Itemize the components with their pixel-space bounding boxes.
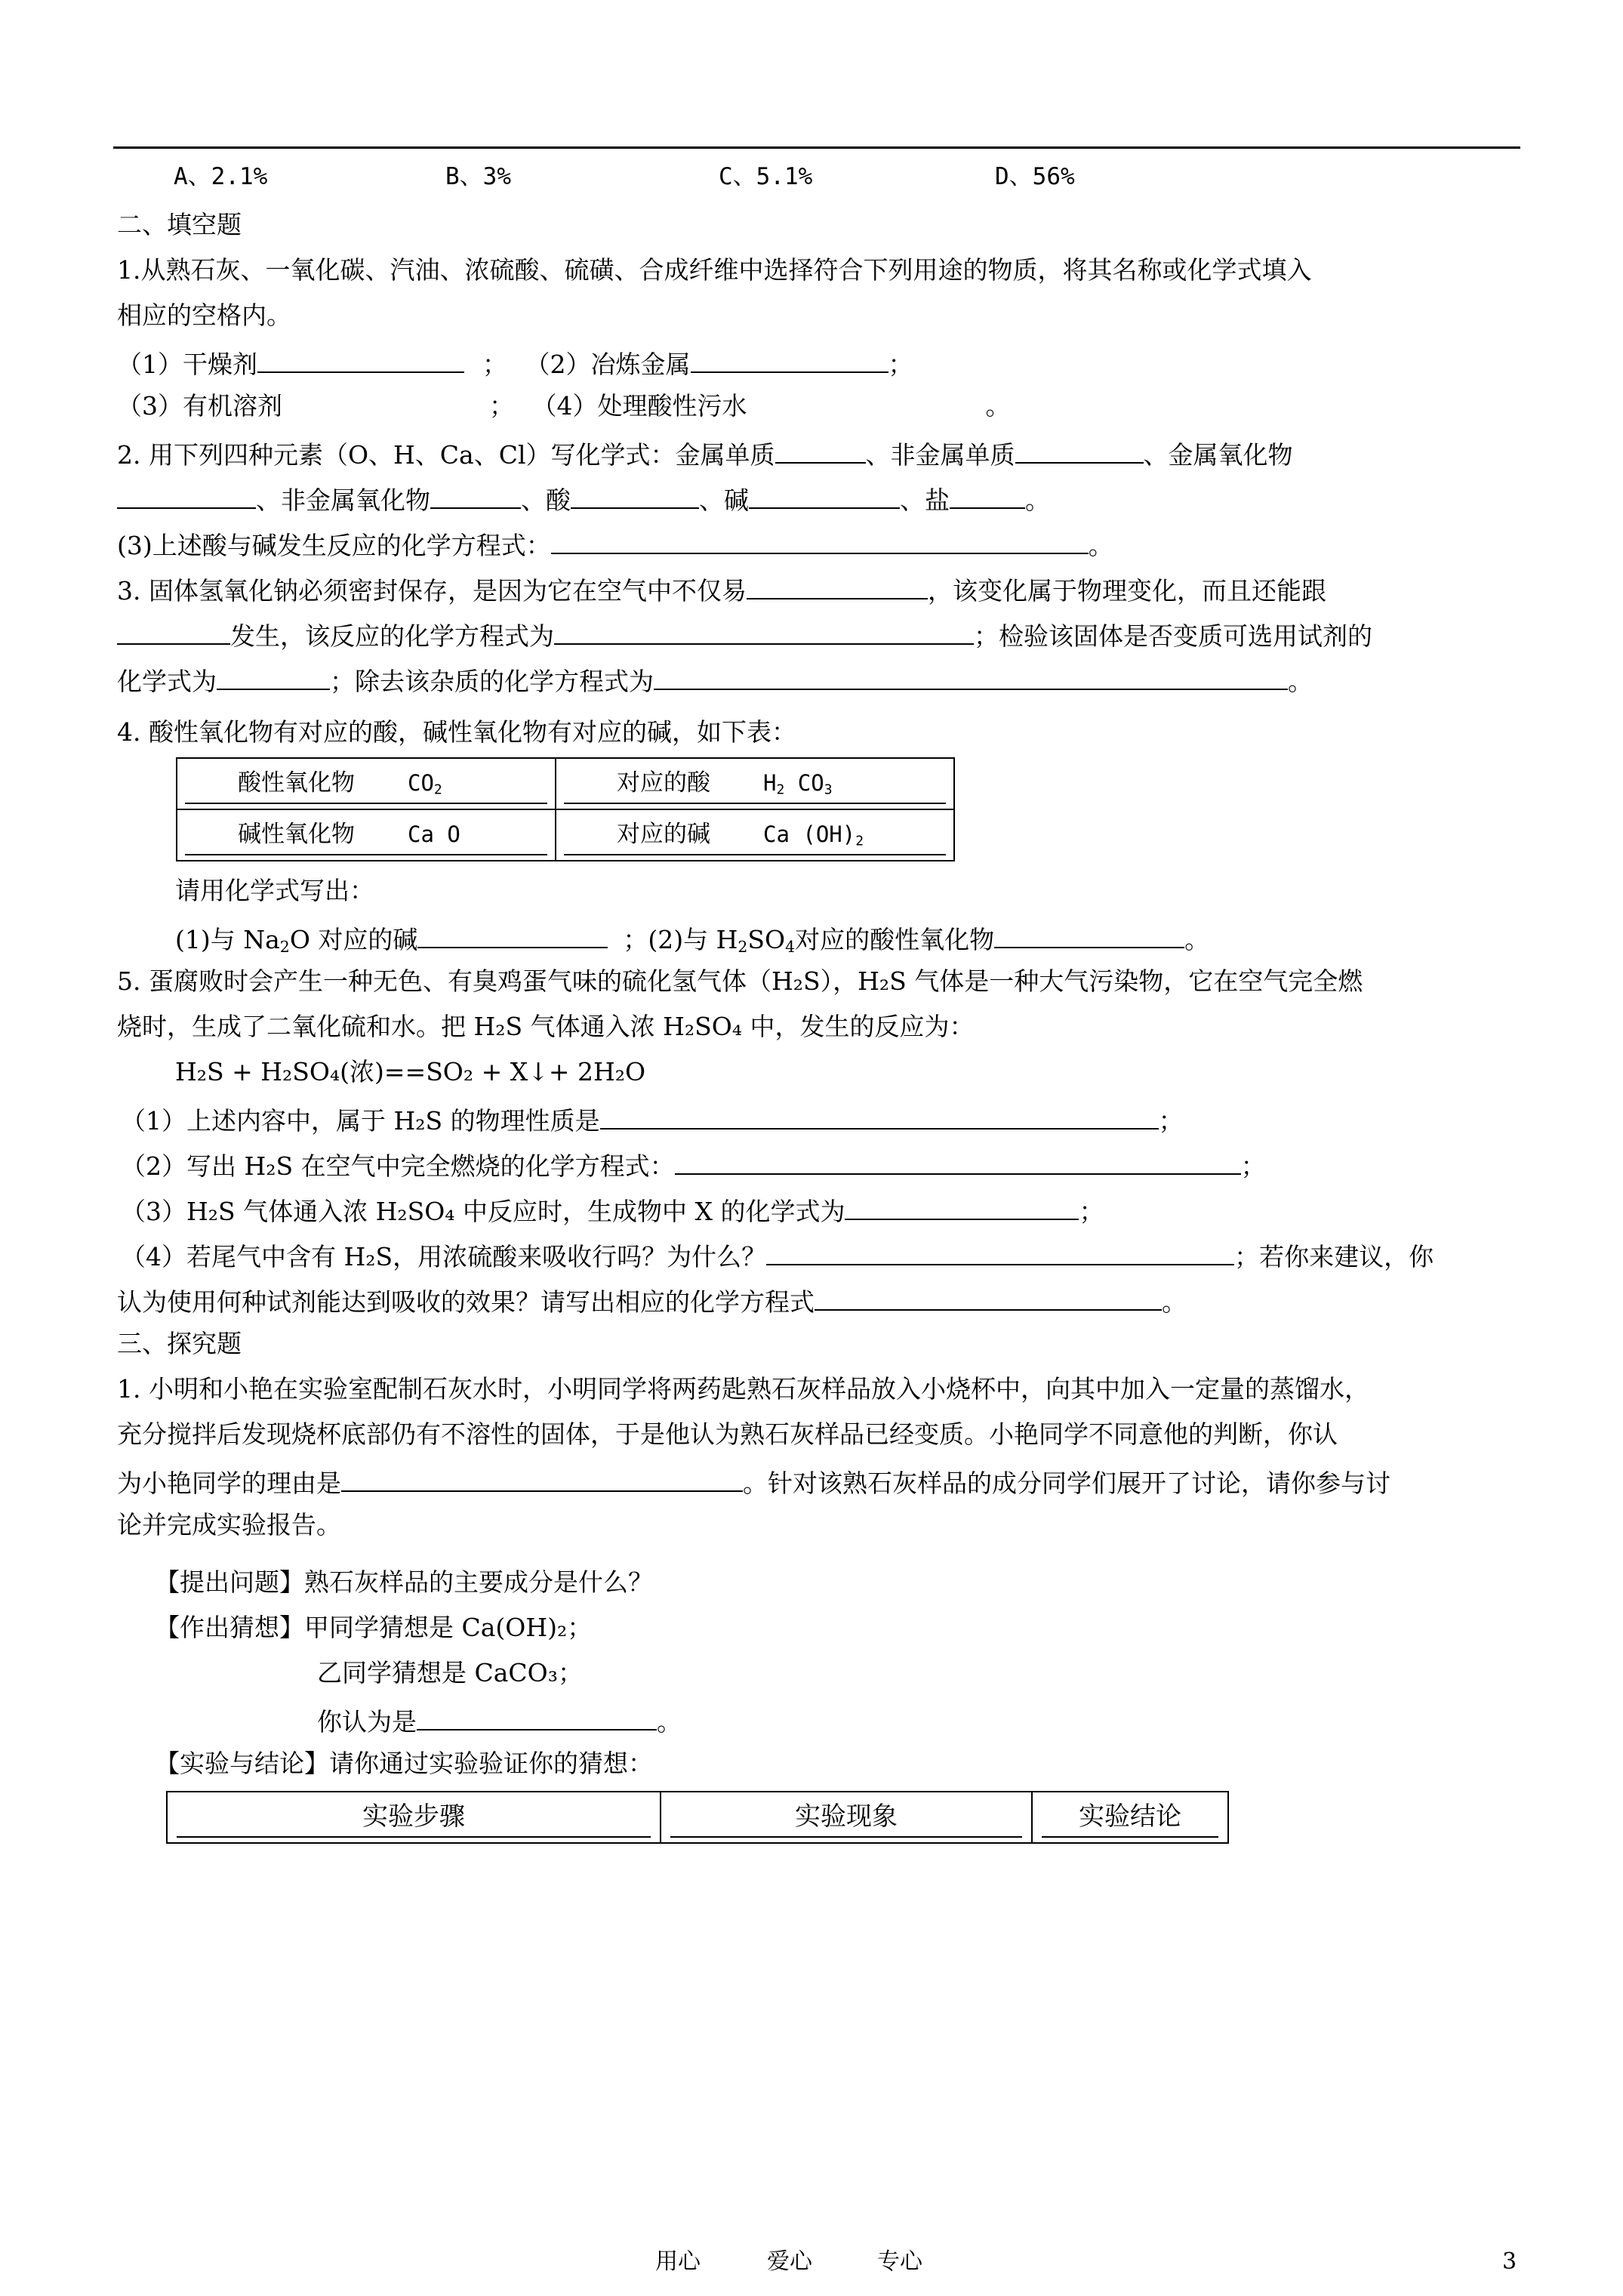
q3-line2: 发生，该反应的化学方程式为 ；检验该固体是否变质可选用试剂的	[117, 618, 1529, 652]
section-inquiry-heading: 三、探究题	[117, 1329, 242, 1358]
option-b: B、3%	[445, 163, 511, 190]
page-number: 3	[1502, 2248, 1517, 2275]
q5-blank-4[interactable]	[766, 1238, 1234, 1265]
q5-blank-5[interactable]	[815, 1284, 1162, 1311]
footer-text-1: 用心	[655, 2248, 701, 2275]
q3-blank-4[interactable]	[217, 663, 330, 690]
q6-line1: 1. 小明和小艳在实验室配制石灰水时，小明同学将两药匙熟石灰样品放入小烧杯中，向其中加入一定量的蒸馏水，	[117, 1374, 1369, 1404]
q6-hypothesis-2: 乙同学猜想是 CaCO₃；	[317, 1658, 583, 1687]
experiment-report-table	[166, 1791, 1229, 1844]
q5-sub2: （2）写出 H₂S 在空气中完全燃烧的化学方程式： ；	[121, 1148, 1532, 1182]
q5-line2: 烧时，生成了二氧化硫和水。把 H₂S 气体通入浓 H₂SO₄ 中，发生的反应为：	[117, 1012, 975, 1041]
q6-blank-reason[interactable]	[341, 1465, 743, 1492]
q1-row1: （1）干燥剂 ； （2）冶炼金属 ；	[117, 346, 1529, 380]
q6-raise-question: 【提出问题】熟石灰样品的主要成分是什么？	[155, 1567, 653, 1597]
col-header-phenomena: 实验现象	[670, 1797, 1022, 1838]
q4-subquestions: (1)与 $Na_2O$ 对应的碱 ；(2)与 $H_2SO_4$对应的酸性氧化物 。	[175, 921, 1587, 962]
q2-blank-equation[interactable]	[551, 527, 1089, 554]
q4-stem: 4. 酸性氧化物有对应的酸，碱性氧化物有对应的碱，如下表：	[117, 717, 796, 747]
q5-sub3: （3）H₂S 气体通入浓 H₂SO₄ 中反应时，生成物中 X 的化学式为 ；	[121, 1193, 1532, 1227]
q3-line3: 化学式为 ；除去该杂质的化学方程式为 。	[117, 663, 1529, 697]
q2-line1: 2. 用下列四种元素（O、H、Ca、Cl）写化学式：金属单质 、非金属单质 、金属氧化物	[117, 436, 1529, 470]
q1-stem-line1: 1.从熟石灰、一氧化碳、汽油、浓硫酸、硫磺、合成纤维中选择符合下列用途的物质，将其名称或化学式填入	[117, 255, 1312, 285]
q4-prompt: 请用化学式写出：	[175, 876, 374, 905]
q2-blank-acid[interactable]	[571, 482, 699, 509]
q6-experiment-heading: 【实验与结论】请你通过实验验证你的猜想：	[155, 1749, 653, 1778]
q2-blank-base[interactable]	[749, 482, 900, 509]
table-header-row	[167, 1792, 1228, 1843]
section-fill-blank-heading: 二、填空题	[117, 210, 242, 239]
table-row: 碱性氧化物 Ca O 对应的碱 Ca $(OH)_2$	[177, 809, 954, 861]
q5-sub1: （1）上述内容中，属于 H₂S 的物理性质是 ；	[121, 1102, 1532, 1136]
q2-line2: 、非金属氧化物 、酸 、碱 、盐 。	[117, 482, 1529, 516]
q6-line3: 为小艳同学的理由是 。针对该熟石灰样品的成分同学们展开了讨论，请你参与讨	[117, 1465, 1529, 1499]
q3-blank-5[interactable]	[654, 663, 1288, 690]
q1-row2: （3）有机溶剂 ； （4）处理酸性污水 。	[117, 391, 1011, 421]
q1-blank-1[interactable]	[257, 346, 464, 373]
oxide-table	[176, 757, 955, 861]
q2-blank-metal[interactable]	[775, 436, 866, 464]
q6-line4: 论并完成实验报告。	[117, 1510, 341, 1539]
option-d: D、56%	[995, 163, 1075, 190]
col-header-steps: 实验步骤	[177, 1797, 651, 1838]
q2-blank-nonmetal-oxide[interactable]	[430, 482, 521, 509]
q5-line1: 5. 蛋腐败时会产生一种无色、有臭鸡蛋气味的硫化氢气体（H₂S），H₂S 气体是一种大气污染物，它在空气完全燃	[117, 966, 1363, 996]
q5-sub4: （4）若尾气中含有 H₂S，用浓硫酸来吸收行吗？为什么？ ；若你来建议，你	[121, 1238, 1532, 1272]
q6-hypothesis: 【作出猜想】甲同学猜想是 Ca(OH)₂；	[155, 1613, 593, 1642]
q5-blank-1[interactable]	[600, 1102, 1159, 1130]
q2-blank-metal-oxide[interactable]	[117, 482, 256, 509]
table-row: 酸性氧化物 $CO_2$ 对应的酸 $H_2$ $CO_3$	[177, 758, 954, 809]
option-c: C、5.1%	[719, 163, 813, 190]
q3-line1: 3. 固体氢氧化钠必须密封保存，是因为它在空气中不仅易 ，该变化属于物理变化，而且还能跟	[117, 572, 1529, 606]
q6-blank-guess[interactable]	[417, 1703, 657, 1730]
q2-blank-salt[interactable]	[950, 482, 1025, 509]
footer-text-2: 爱心	[767, 2248, 812, 2275]
option-a: A、2.1%	[174, 163, 268, 190]
q6-line2: 充分搅拌后发现烧杯底部仍有不溶性的固体，于是他认为熟石灰样品已经变质。小艳同学不同意他的判断，你认	[117, 1419, 1338, 1449]
q5-blank-2[interactable]	[675, 1148, 1241, 1175]
q5-blank-3[interactable]	[845, 1193, 1079, 1220]
q4-blank-1[interactable]	[417, 921, 608, 948]
q4-blank-2[interactable]	[994, 921, 1184, 948]
q5-equation: H₂S + H₂SO₄(浓)==SO₂ + X↓+ 2H₂O	[175, 1057, 646, 1086]
q1-blank-2[interactable]	[691, 346, 888, 373]
header-rule	[113, 146, 1520, 149]
q6-hypothesis-3: 你认为是 。	[317, 1703, 1623, 1737]
q2-blank-nonmetal[interactable]	[1015, 436, 1144, 464]
col-header-conclusion: 实验结论	[1042, 1797, 1218, 1838]
q5-sub5: 认为使用何种试剂能达到吸收的效果？请写出相应的化学方程式 。	[117, 1284, 1529, 1318]
q3-blank-1[interactable]	[747, 572, 928, 599]
q3-blank-3[interactable]	[554, 618, 974, 645]
q3-blank-2[interactable]	[117, 618, 230, 645]
q1-stem-line2: 相应的空格内。	[117, 300, 291, 330]
q2-line3: (3)上述酸与碱发生反应的化学方程式： 。	[117, 527, 1529, 561]
footer-text-3: 专心	[877, 2248, 922, 2275]
